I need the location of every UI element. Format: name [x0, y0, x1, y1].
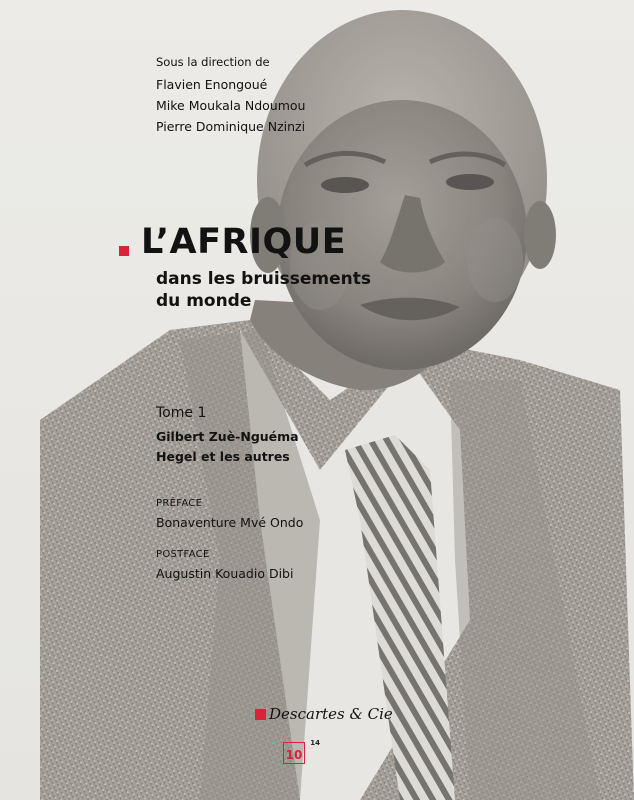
preface-label: PRÉFACE: [156, 498, 203, 509]
postface-author: Augustin Kouadio Dibi: [156, 566, 294, 581]
editor-name: Mike Moukala Ndoumou: [156, 98, 306, 113]
postface-label: POSTFACE: [156, 549, 210, 560]
publisher-name: Descartes & Cie: [269, 705, 393, 723]
tome-label: Tome 1: [156, 405, 207, 421]
series-logo-number: 10: [285, 748, 303, 762]
volume-title-line: Gilbert Zuè-Nguéma: [156, 429, 299, 444]
editor-name: Pierre Dominique Nzinzi: [156, 119, 306, 134]
publisher-accent-square: [255, 709, 266, 720]
preface-author: Bonaventure Mvé Ondo: [156, 515, 304, 530]
direction-label: Sous la direction de: [156, 55, 270, 69]
book-title: L’AFRIQUE: [141, 222, 347, 262]
editor-name: Flavien Enongoué: [156, 77, 268, 92]
book-subtitle-line: du monde: [156, 291, 252, 311]
series-logo: [283, 739, 320, 764]
book-subtitle-line: dans les bruissements: [156, 269, 372, 289]
series-logo-superscript: 14: [310, 739, 320, 747]
volume-title-line: Hegel et les autres: [156, 449, 290, 464]
title-accent-square: [119, 246, 129, 256]
